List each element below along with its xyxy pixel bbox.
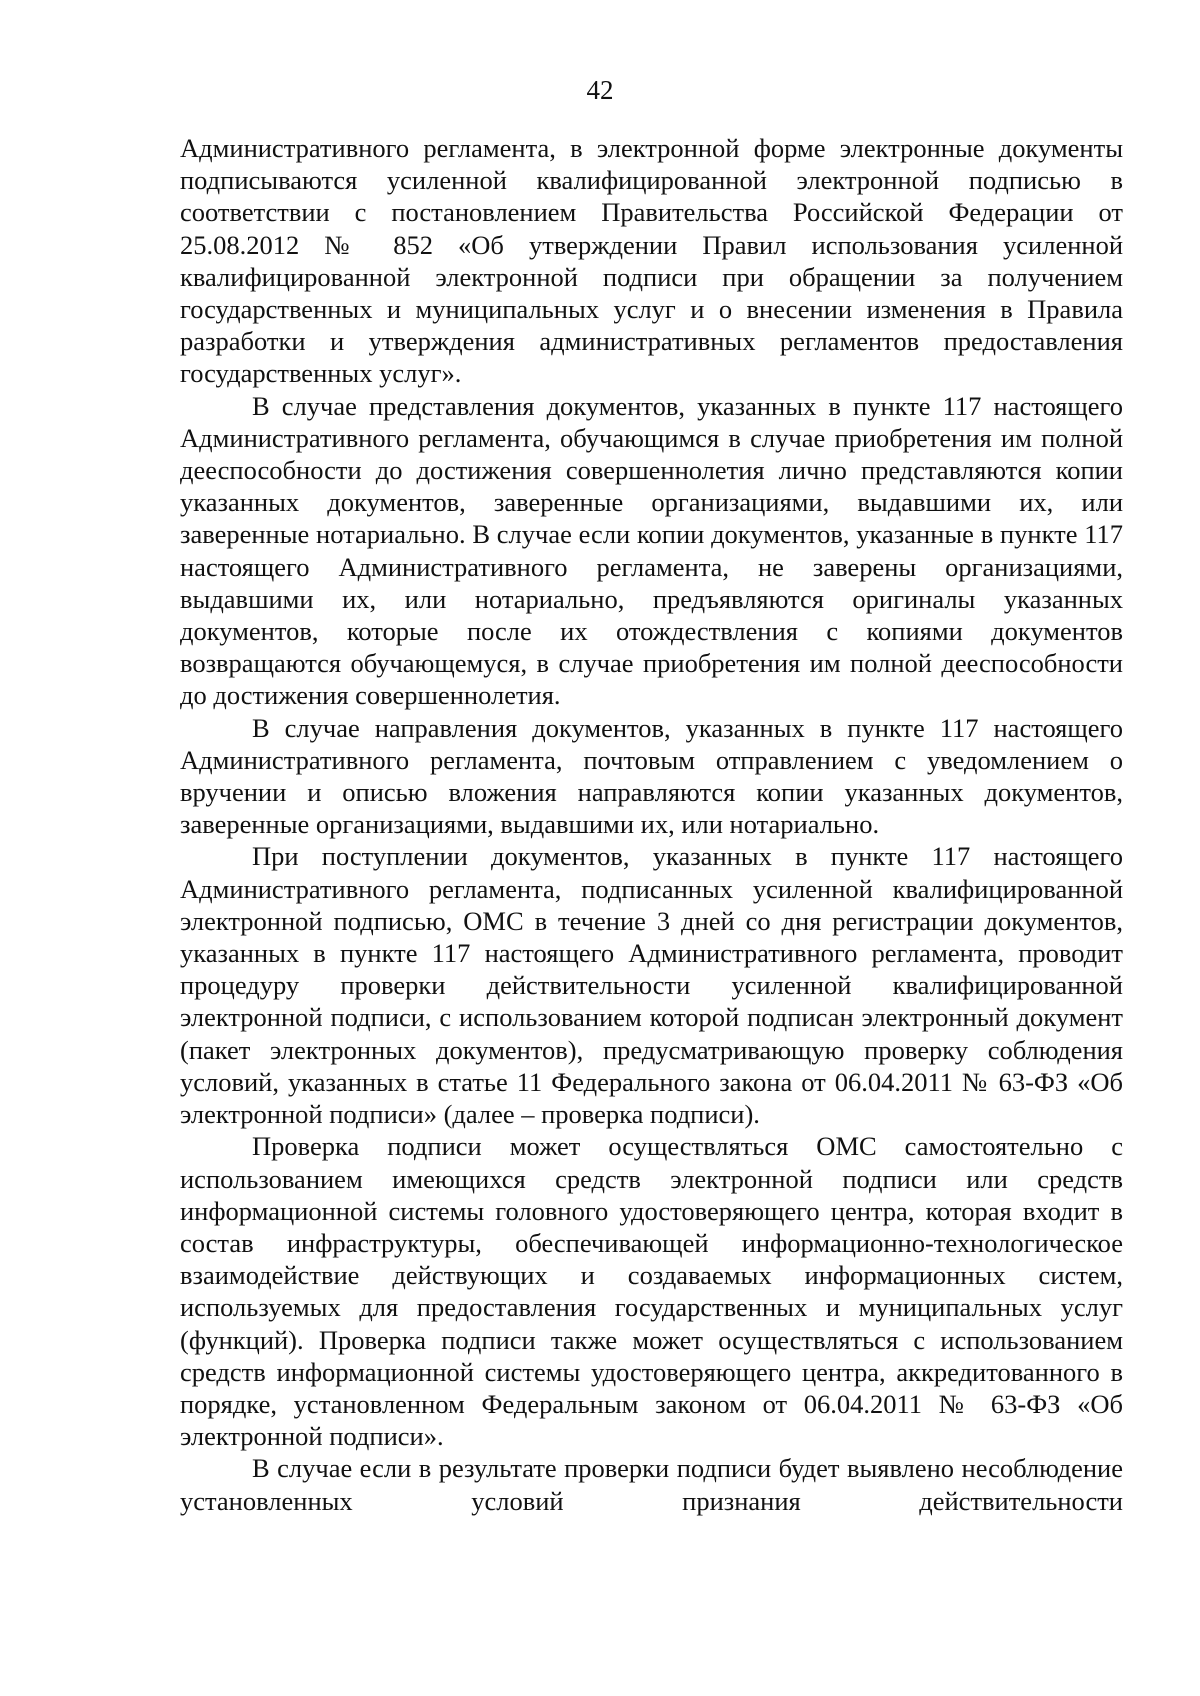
paragraph-truncated: В случае если в результате проверки подписи будет выявлено несоблюдение установленных условий признания действительности: [180, 1453, 1123, 1516]
page-number: 42: [586, 75, 614, 105]
paragraph: В случае направления документов, указанных в пункте 117 настоящего Административного регламента, почтовым отправлением с уведомлением о вручении и описью вложения направляются копии указанных документов, заверенные организациями, выдавшими их, или нотариально.: [180, 712, 1123, 840]
paragraph: В случае представления документов, указанных в пункте 117 настоящего Административного регламента, обучающимся в случае приобретения им полной дееспособности до достижения совершеннолетия лично представляются копии указанных документов, заверенные организациями, выдавшими их, или заверенные нотариально. В случае если копии документов, указанные в пункте 117 настоящего Административного регламента, не заверены организациями, выдавшими их, или нотариально, предъявляются оригиналы указанных документов, которые после их отождествления с копиями документов возвращаются обучающемуся, в случае приобретения им полной дееспособности до достижения совершеннолетия.: [180, 390, 1123, 711]
paragraph: Проверка подписи может осуществляться ОМС самостоятельно с использованием имеющихся средств электронной подписи или средств информационной системы головного удостоверяющего центра, которая входит в состав инфраструктуры, обеспечивающей информационно-технологическое взаимодействие действующих и создаваемых информационных систем, используемых для предоставления государственных и муниципальных услуг (функций). Проверка подписи также может осуществляться с использованием средств информационной системы удостоверяющего центра, аккредитованного в порядке, установленном Федеральным законом от 06.04.2011 № 63-ФЗ «Об электронной подписи».: [180, 1131, 1123, 1452]
document-body: [180, 132, 1123, 1517]
paragraph: При поступлении документов, указанных в пункте 117 настоящего Административного регламента, подписанных усиленной квалифицированной электронной подписью, ОМС в течение 3 дней со дня регистрации документов, указанных в пункте 117 настоящего Административного регламента, проводит процедуру проверки действительности усиленной квалифицированной электронной подписи, с использованием которой подписан электронный документ (пакет электронных документов), предусматривающую проверку соблюдения условий, указанных в статье 11 Федерального закона от 06.04.2011 № 63-ФЗ «Об электронной подписи» (далее – проверка подписи).: [180, 841, 1123, 1130]
paragraph-continuation: Административного регламента, в электронной форме электронные документы подписываются усиленной квалифицированной электронной подписью в соответствии с постановлением Правительства Российской Федерации от 25.08.2012 № 852 «Об утверждении Правил использования усиленной квалифицированной электронной подписи при обращении за получением государственных и муниципальных услуг и о внесении изменения в Правила разработки и утверждения административных регламентов предоставления государственных услуг».: [180, 133, 1123, 389]
